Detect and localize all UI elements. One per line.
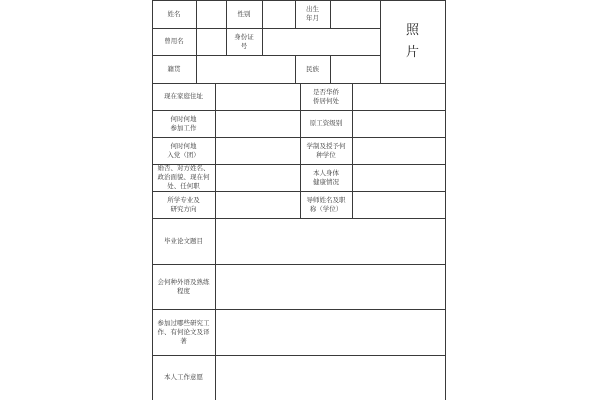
health-label: 本人身体 健康情况	[313, 168, 339, 186]
ethnicity-label: 民族	[306, 64, 319, 73]
salary-grade-field[interactable]	[352, 110, 445, 137]
degree-label: 学制及授予何 种学位	[306, 141, 346, 159]
former-name-label: 曾用名	[164, 37, 184, 45]
thesis-title-field[interactable]	[215, 218, 445, 264]
work-intent-label: 本人工作意愿	[164, 373, 203, 381]
major-field[interactable]	[215, 191, 300, 218]
foreign-language-field[interactable]	[215, 264, 445, 309]
work-intent-field[interactable]	[215, 355, 445, 400]
photo-label-char-2: 片	[405, 44, 419, 60]
advisor-label: 导师姓名及职 称（学位）	[306, 195, 346, 213]
home-address-field[interactable]	[215, 83, 300, 110]
native-place-label: 籍贯	[167, 64, 181, 73]
thesis-title-label: 毕业论文题目	[164, 236, 203, 245]
overseas-field[interactable]	[352, 83, 445, 110]
id-number-field[interactable]	[262, 28, 380, 55]
party-join-field[interactable]	[215, 137, 300, 164]
advisor-field[interactable]	[352, 191, 445, 218]
research-experience-label: 参加过哪些研究工 作、有何论文及译 著	[157, 318, 210, 345]
id-number-label: 身份证 号	[234, 32, 254, 50]
degree-field[interactable]	[352, 137, 445, 164]
gender-field[interactable]	[262, 0, 295, 28]
salary-grade-label: 原工资级别	[309, 119, 343, 127]
research-experience-field[interactable]	[215, 309, 445, 355]
overseas-label: 是否华侨 侨居何处	[313, 87, 339, 105]
birth-label: 出生 年月	[306, 5, 319, 22]
major-label: 所学专业及 研究方向	[167, 195, 200, 213]
native-place-field[interactable]	[196, 55, 295, 83]
birth-field[interactable]	[330, 0, 380, 28]
home-address-label: 现在家庭住址	[164, 92, 203, 100]
photo-box[interactable]	[380, 0, 445, 83]
work-start-label: 何时何地 参加工作	[170, 114, 197, 132]
work-start-field[interactable]	[215, 110, 300, 137]
former-name-field[interactable]	[196, 28, 226, 55]
party-join-label: 何时何地 入党（团）	[167, 141, 200, 159]
name-field[interactable]	[196, 0, 226, 28]
marital-status-field[interactable]	[215, 164, 300, 191]
table-border-right	[445, 0, 446, 400]
photo-label-char-1: 照	[405, 22, 419, 38]
name-label: 姓名	[167, 9, 181, 18]
health-field[interactable]	[352, 164, 445, 191]
foreign-language-label: 会何种外语及熟练 程度	[157, 277, 210, 295]
gender-label: 性别	[237, 9, 251, 18]
marital-status-label: 婚否、对方姓名、 政治面貌、现在何 处、任何职	[157, 164, 210, 190]
ethnicity-field[interactable]	[330, 55, 380, 83]
